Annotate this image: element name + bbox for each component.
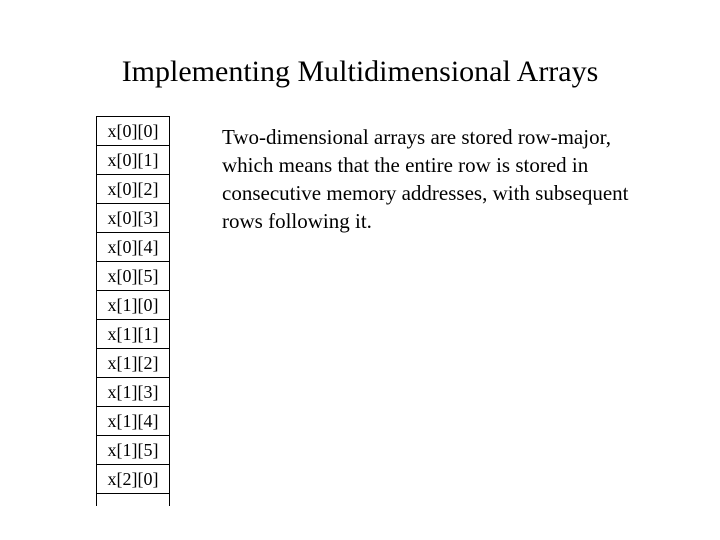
- memory-cell: x[0][0]: [97, 117, 169, 146]
- memory-cell: x[1][5]: [97, 436, 169, 465]
- description-text: [222, 123, 702, 235]
- description-line: which means that the entire row is stored in: [222, 153, 589, 177]
- slide-title: Implementing Multidimensional Arrays: [121, 55, 599, 88]
- memory-layout-table: [96, 116, 170, 506]
- description-line: consecutive memory addresses, with subsequent: [222, 181, 629, 205]
- memory-cell: x[1][1]: [97, 320, 169, 349]
- description-line: rows following it.: [222, 209, 372, 233]
- memory-cell: x[0][1]: [97, 146, 169, 175]
- memory-table-continuation: [97, 494, 169, 506]
- memory-cell: x[0][5]: [97, 262, 169, 291]
- memory-cell: x[1][2]: [97, 349, 169, 378]
- memory-cell: x[0][4]: [97, 233, 169, 262]
- memory-cell: x[1][0]: [97, 291, 169, 320]
- memory-cell: x[0][3]: [97, 204, 169, 233]
- memory-cell: x[0][2]: [97, 175, 169, 204]
- memory-cell: x[1][4]: [97, 407, 169, 436]
- memory-cell: x[1][3]: [97, 378, 169, 407]
- description-line: Two-dimensional arrays are stored row-major,: [222, 125, 611, 149]
- memory-cell: x[2][0]: [97, 465, 169, 494]
